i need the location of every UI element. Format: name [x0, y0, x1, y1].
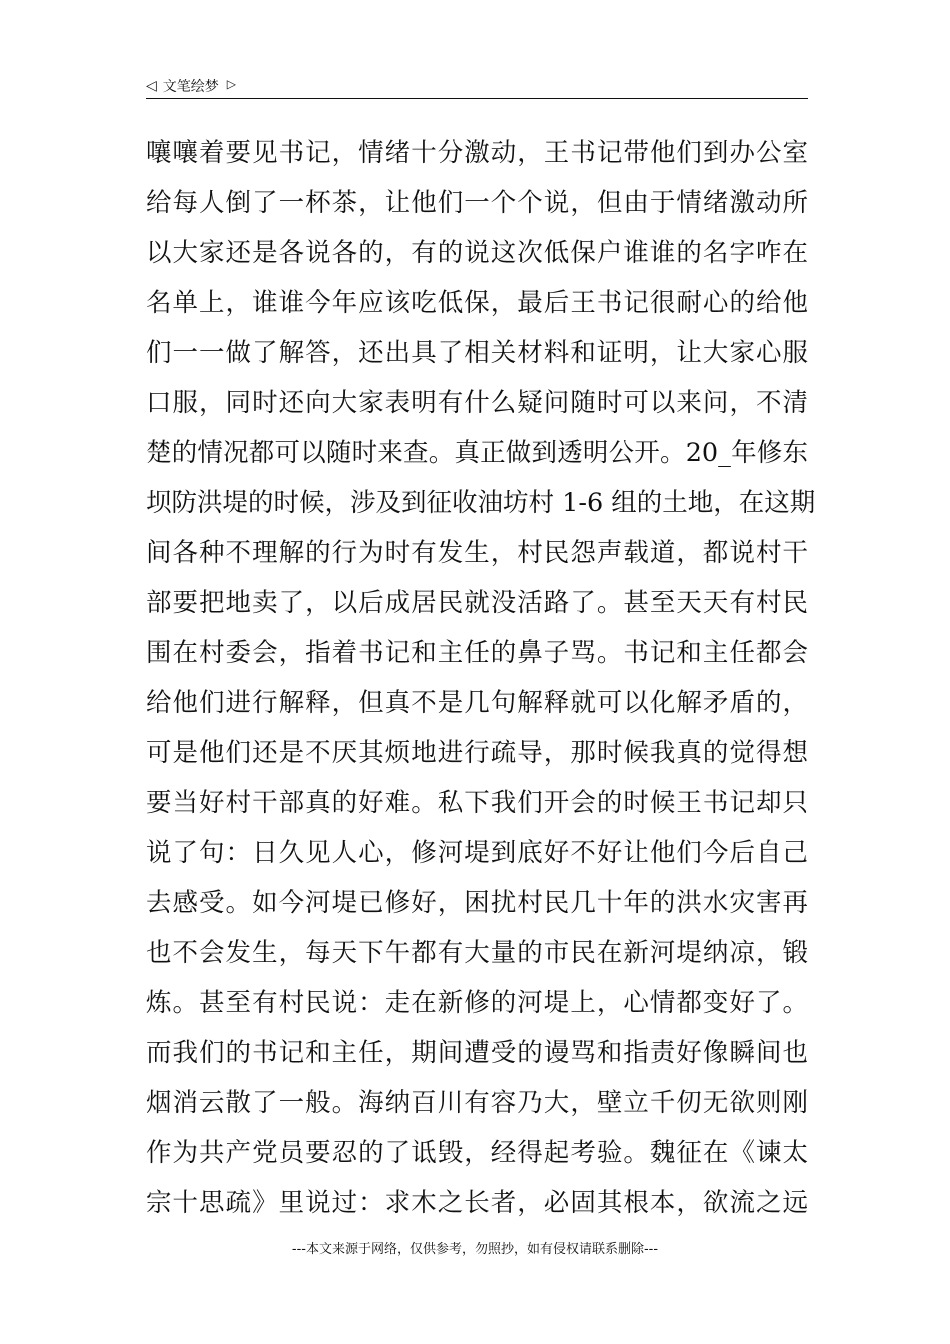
text-line: 可是他们还是不厌其烦地进行疏导，那时候我真的觉得想: [146, 738, 808, 768]
text-line: 部要把地卖了，以后成居民就没活路了。甚至天天有村民: [146, 588, 808, 618]
footer-notice: ---本文来源于网络，仅供参考，勿照抄，如有侵权请联系删除---: [291, 1242, 659, 1257]
header-divider: [146, 98, 808, 99]
text-line: 楚的情况都可以随时来查。真正做到透明公开。20_年修东: [146, 438, 808, 468]
text-line: 给他们进行解释，但真不是几句解释就可以化解矛盾的，: [146, 688, 808, 718]
triangle-left-icon: ◁: [146, 78, 157, 94]
text-line: 们一一做了解答，还出具了相关材料和证明，让大家心服: [146, 338, 808, 368]
text-line: 炼。甚至有村民说：走在新修的河堤上，心情都变好了。: [146, 988, 808, 1018]
text-line: 要当好村干部真的好难。私下我们开会的时候王书记却只: [146, 788, 808, 818]
text-line: 以大家还是各说各的，有的说这次低保户谁谁的名字咋在: [146, 238, 808, 268]
text-line: 也不会发生，每天下午都有大量的市民在新河堤纳凉，锻: [146, 938, 808, 968]
text-line: 烟消云散了一般。海纳百川有容乃大，壁立千仞无欲则刚: [146, 1088, 808, 1118]
text-line: 名单上，谁谁今年应该吃低保，最后王书记很耐心的给他: [146, 288, 808, 318]
text-line: 间各种不理解的行为时有发生，村民怨声载道，都说村干: [146, 538, 808, 568]
text-line: 口服，同时还向大家表明有什么疑问随时可以来问，不清: [146, 388, 808, 418]
page-header: [146, 74, 808, 98]
text-line: 去感受。如今河堤已修好，困扰村民几十年的洪水灾害再: [146, 888, 808, 918]
document-body: [146, 128, 816, 1228]
header-title: 文笔绘梦: [162, 79, 219, 95]
text-line: 而我们的书记和主任，期间遭受的谩骂和指责好像瞬间也: [146, 1038, 808, 1068]
text-line: 围在村委会，指着书记和主任的鼻子骂。书记和主任都会: [146, 638, 808, 668]
text-line: 给每人倒了一杯茶，让他们一个个说，但由于情绪激动所: [146, 188, 808, 218]
text-line: 嚷嚷着要见书记，情绪十分激动，王书记带他们到办公室: [146, 138, 808, 168]
text-line: 坝防洪堤的时候，涉及到征收油坊村 1-6 组的土地，在这期: [146, 488, 816, 518]
text-line: 宗十思疏》里说过：求木之长者，必固其根本，欲流之远: [146, 1188, 808, 1218]
text-line: 作为共产党员要忍的了诋毁，经得起考验。魏征在《谏太: [146, 1138, 808, 1168]
text-line: 说了句：日久见人心，修河堤到底好不好让他们今后自己: [146, 838, 808, 868]
triangle-right-icon: ▷: [226, 77, 237, 91]
